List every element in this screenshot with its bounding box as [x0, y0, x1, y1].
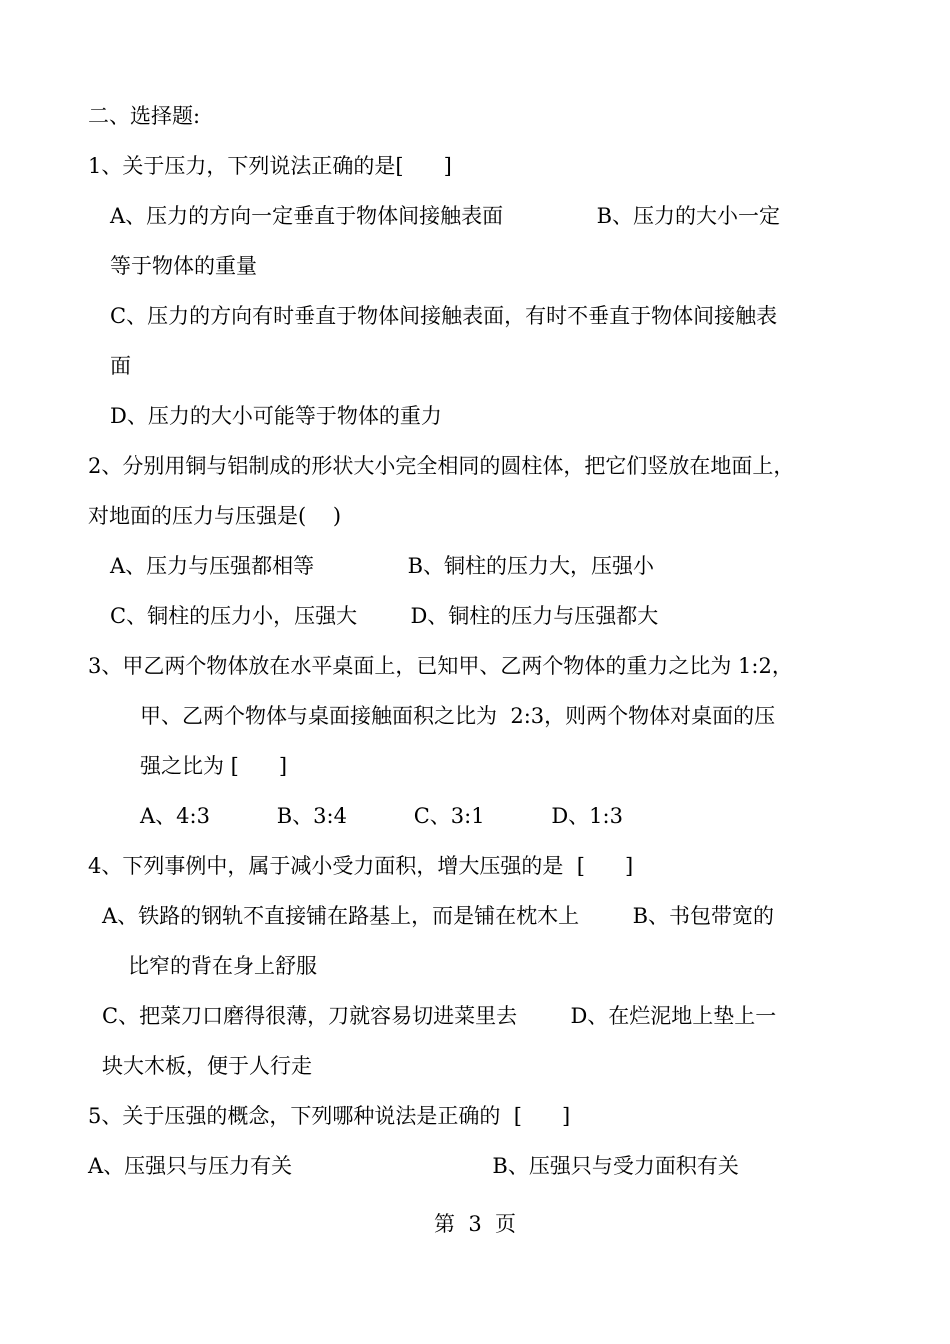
question-5-stem: 5、关于压强的概念，下列哪种说法是正确的 [ ] — [88, 1104, 571, 1128]
question-2-option-line-1: A、压力与压强都相等 B、铜柱的压力大，压强小 — [110, 554, 655, 578]
question-3-stem-line-2: 甲、乙两个物体与桌面接触面积之比为 2:3，则两个物体对桌面的压 — [140, 704, 776, 728]
question-4-option-line-2: 比窄的背在身上舒服 — [128, 954, 317, 978]
question-1-option-line-3: C、压力的方向有时垂直于物体间接触表面，有时不垂直于物体间接触表 — [110, 304, 778, 328]
question-4-option-line-3: C、把菜刀口磨得很薄，刀就容易切进菜里去 D、在烂泥地上垫上一 — [102, 1004, 777, 1028]
question-3-stem-line-1: 3、甲乙两个物体放在水平桌面上，已知甲、乙两个物体的重力之比为 1:2， — [88, 654, 793, 678]
question-4-option-line-4: 块大木板，便于人行走 — [102, 1054, 312, 1078]
question-2-option-line-2: C、铜柱的压力小，压强大 D、铜柱的压力与压强都大 — [110, 604, 659, 628]
question-1-option-line-1: A、压力的方向一定垂直于物体间接触表面 B、压力的大小一定 — [110, 204, 781, 228]
question-3-options: A、4:3 B、3:4 C、3:1 D、1:3 — [140, 804, 623, 828]
question-4-option-line-1: A、铁路的钢轨不直接铺在路基上，而是铺在枕木上 B、书包带宽的 — [102, 904, 774, 928]
section-title: 二、选择题: — [88, 104, 201, 128]
question-1-stem: 1、关于压力，下列说法正确的是[ ] — [88, 154, 452, 178]
question-1-option-line-2: 等于物体的重量 — [110, 254, 257, 278]
question-1-option-line-5: D、压力的大小可能等于物体的重力 — [110, 404, 442, 428]
page-number-footer: 第 3 页 — [433, 1212, 517, 1236]
question-4-stem: 4、下列事例中，属于减小受力面积，增大压强的是 [ ] — [88, 854, 634, 878]
question-5-option-line-1: A、压强只与压力有关 B、压强只与受力面积有关 — [88, 1154, 739, 1178]
question-2-stem-line-2: 对地面的压力与压强是( ) — [88, 504, 342, 528]
question-3-stem-line-3: 强之比为 [ ] — [140, 754, 288, 778]
question-1-option-line-4: 面 — [110, 354, 131, 378]
question-2-stem-line-1: 2、分别用铜与铝制成的形状大小完全相同的圆柱体，把它们竖放在地面上， — [88, 454, 795, 478]
